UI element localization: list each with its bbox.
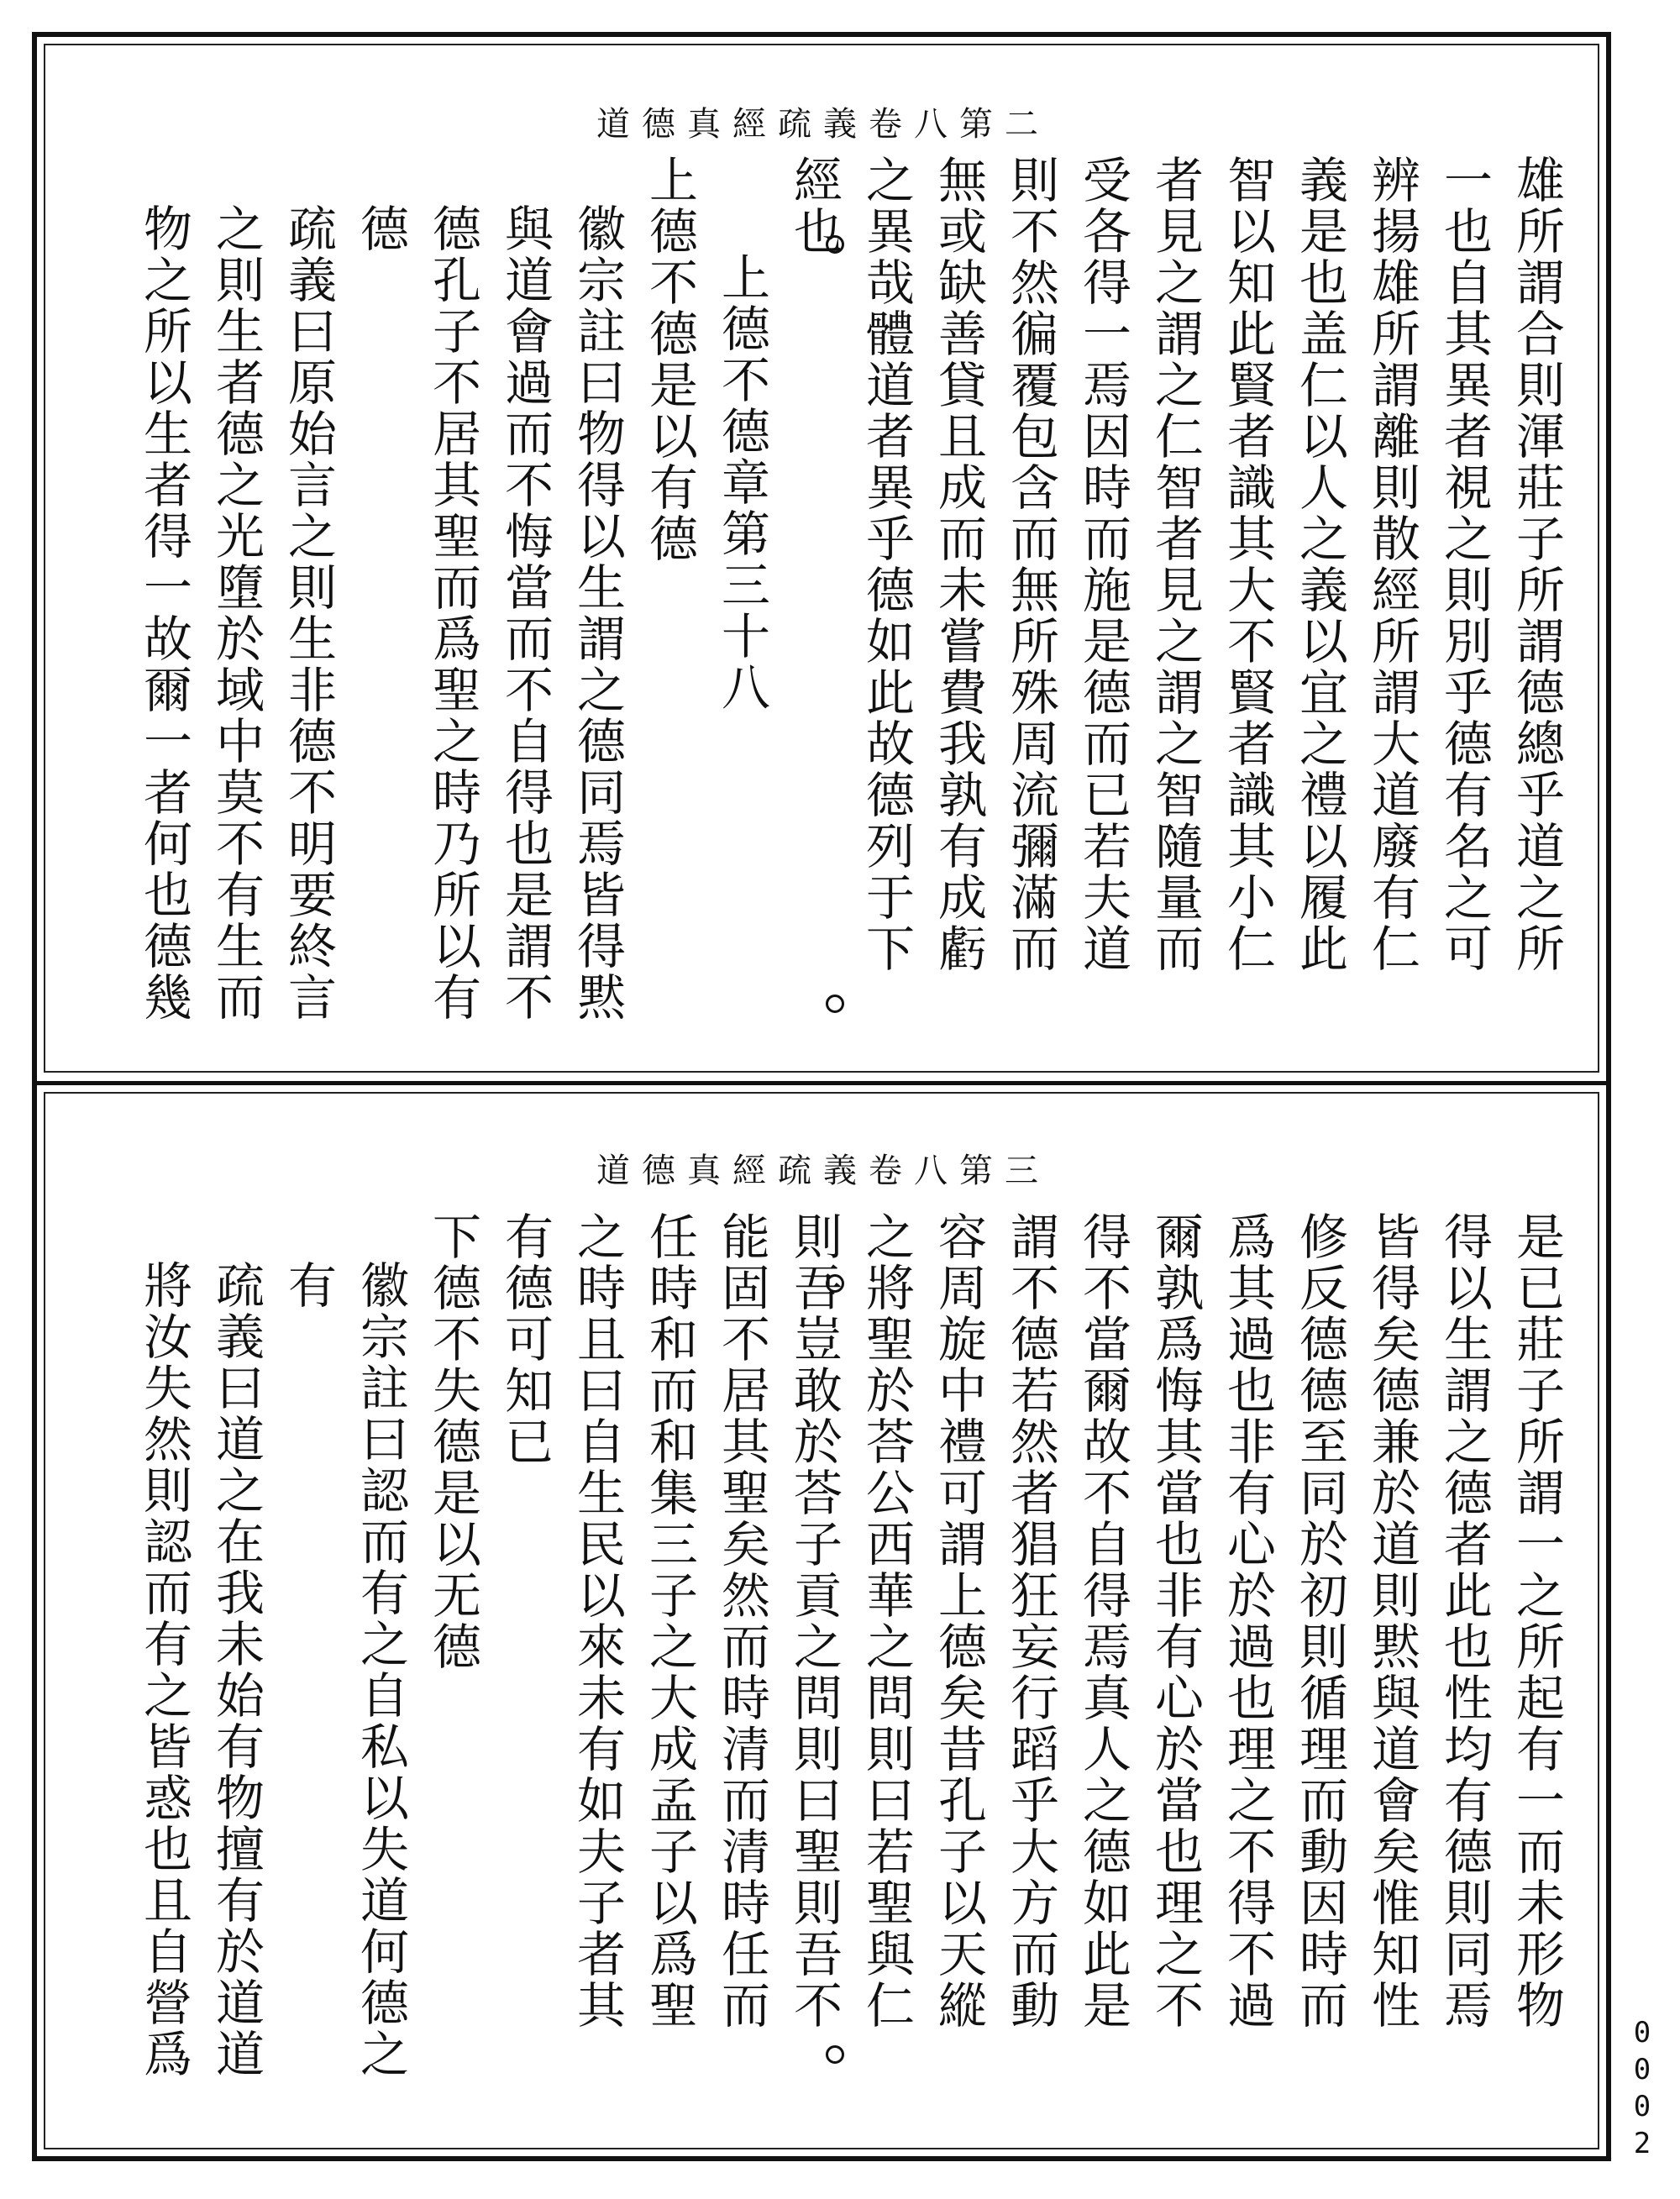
top_page-column: 一也自其異者視之則別乎德有名之可	[1436, 155, 1493, 974]
bottom-page-text	[128, 1211, 1572, 2144]
top_page-column: 物之所以生者得一故爾一者何也德幾	[135, 203, 192, 1023]
top_page-column: 者見之謂之仁智者見之謂之智隨量而	[1147, 155, 1204, 974]
page-divider	[32, 1081, 1611, 1085]
bottom-page-header: 道德真經疏義卷八第三	[596, 1152, 1050, 1190]
top_page-column: 辨揚雄所謂離則散經所謂大道廢有仁	[1363, 155, 1420, 974]
top-circle-mark-2	[826, 995, 844, 1013]
top_page-column: 之則生者德之光墮於域中莫不有生而	[207, 203, 265, 1023]
top_page-column: 上德不德是以有德	[641, 155, 698, 564]
bottom_page-column: 是已莊子所謂一之所起有一而未形物	[1508, 1211, 1565, 2031]
bottom_page-column: 爾孰爲悔其當也非有心於當也理之不	[1147, 1211, 1204, 2031]
bottom_page-column: 有	[280, 1260, 337, 1311]
top_page-column: 與道會過而不悔當而不自得也是謂不	[496, 203, 554, 1023]
top_page-column: 疏義曰原始言之則生非德不明要終言	[280, 203, 337, 1023]
top_page-column: 上德不德章第三十八	[713, 252, 770, 713]
bottom_page-column: 將汝失然則認而有之皆惑也且自營爲	[135, 1260, 192, 2080]
bottom-page	[44, 1092, 1599, 2149]
bottom_page-column: 得以生謂之德者此也性均有德則同焉	[1436, 1211, 1493, 2031]
bottom_page-column: 修反德德至同於初則循理而動因時而	[1291, 1211, 1348, 2031]
top_page-column: 德孔子不居其聖而爲聖之時乃所以有	[424, 203, 481, 1023]
bottom_page-column: 容周旋中禮可謂上德矣昔孔子以天縱	[930, 1211, 987, 2031]
bottom_page-column: 之將聖於荅公西華之問則曰若聖與仁	[858, 1211, 915, 2031]
top_page-column: 無或缺善貸且成而未嘗費我孰有成虧	[930, 155, 987, 974]
top_page-column: 則不然徧覆包含而無所殊周流彌滿而	[1002, 155, 1059, 974]
top_page-column: 智以知此賢者識其大不賢者識其小仁	[1219, 155, 1276, 974]
bottom-circle-mark-1	[826, 1274, 844, 1293]
bottom_page-column: 皆得矣德兼於道則黙與道會矣惟知性	[1363, 1211, 1420, 2031]
top_page-column: 雄所謂合則渾莊子所謂德總乎道之所	[1508, 155, 1565, 974]
bottom_page-column: 得不當爾故不自得焉真人之德如此是	[1074, 1211, 1131, 2031]
bottom_page-column: 爲其過也非有心於過也理之不得不過	[1219, 1211, 1276, 2031]
top-page-header: 道德真經疏義卷八第二	[596, 105, 1050, 144]
folio-number: 0002	[1625, 2016, 1659, 2164]
bottom_page-column: 徽宗註曰認而有之自私以失道何德之	[352, 1260, 409, 2080]
bottom_page-column: 任時和而和集三子之大成孟子以爲聖	[641, 1211, 698, 2031]
bottom_page-column: 下德不失德是以无德	[424, 1211, 481, 1672]
top_page-column: 之異哉體道者異乎德如此故德列于下	[858, 155, 915, 974]
top_page-column: 受各得一焉因時而施是德而已若夫道	[1074, 155, 1131, 974]
bottom_page-column: 則吾豈敢於荅子貢之問則曰聖則吾不	[785, 1211, 843, 2031]
top_page-column: 德	[352, 203, 409, 255]
top_page-column: 義是也盖仁以人之義以宜之禮以履此	[1291, 155, 1348, 974]
top-page	[44, 44, 1599, 1073]
bottom_page-column: 有德可知已	[496, 1211, 554, 1467]
bottom_page-column: 疏義曰道之在我未始有物擅有於道道	[207, 1260, 265, 2080]
top_page-column: 徽宗註曰物得以生謂之德同焉皆得黙	[569, 203, 626, 1023]
top-circle-mark-1	[826, 235, 844, 254]
bottom_page-column: 能固不居其聖矣然而時清而清時任而	[713, 1211, 770, 2031]
bottom_page-column: 之時且曰自生民以來未有如夫子者其	[569, 1211, 626, 2031]
bottom-circle-mark-2	[826, 2045, 844, 2064]
top_page-column: 經也	[785, 155, 843, 257]
top-page-text	[128, 155, 1572, 1070]
bottom_page-column: 謂不德若然者猖狂妄行蹈乎大方而動	[1002, 1211, 1059, 2031]
